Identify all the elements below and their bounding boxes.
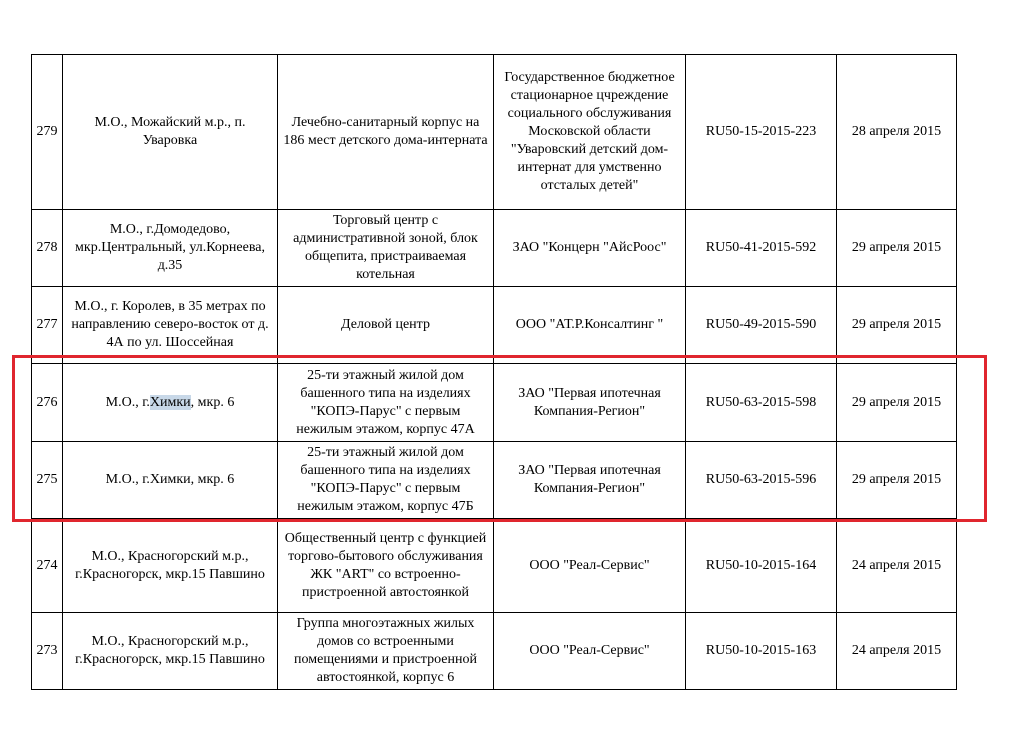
date-cell: 29 апреля 2015	[837, 442, 957, 519]
address-cell: М.О., Красногорский м.р., г.Красногорск, мкр.15 Павшино	[63, 613, 278, 690]
object-cell: Группа многоэтажных жилых домов со встроенными помещениями и пристроенной автостоянкой, корпус 6	[278, 613, 494, 690]
permit-number-cell: RU50-49-2015-590	[686, 287, 837, 364]
table-row-279	[32, 55, 957, 210]
developer-cell: ООО "Реал-Сервис"	[494, 613, 686, 690]
date-cell: 28 апреля 2015	[837, 55, 957, 210]
address-cell: М.О., Можайский м.р., п. Уваровка	[63, 55, 278, 210]
date-cell: 29 апреля 2015	[837, 210, 957, 287]
address-prefix: М.О., г.	[105, 394, 150, 410]
permits-table	[31, 54, 957, 690]
table-row-273	[32, 613, 957, 690]
permit-number-cell: RU50-63-2015-596	[686, 442, 837, 519]
row-number-cell: 273	[32, 613, 63, 690]
date-cell: 24 апреля 2015	[837, 613, 957, 690]
address-cell	[63, 364, 278, 442]
table-row-278	[32, 210, 957, 287]
developer-cell: ЗАО "Первая ипотечная Компания-Регион"	[494, 442, 686, 519]
row-number-cell: 279	[32, 55, 63, 210]
object-cell: Лечебно-санитарный корпус на 186 мест детского дома-интерната	[278, 55, 494, 210]
date-cell: 29 апреля 2015	[837, 364, 957, 442]
row-number-cell: 274	[32, 519, 63, 613]
address-cell: М.О., г.Домодедово, мкр.Центральный, ул.Корнеева, д.35	[63, 210, 278, 287]
row-number-cell: 275	[32, 442, 63, 519]
table-row-275	[32, 442, 957, 519]
object-cell: Общественный центр с функцией торгово-бытового обслуживания ЖК "ART" со встроенно-пристроенной автостоянкой	[278, 519, 494, 613]
address-cell: М.О., Красногорский м.р., г.Красногорск, мкр.15 Павшино	[63, 519, 278, 613]
developer-cell: ЗАО "Концерн "АйсРоос"	[494, 210, 686, 287]
permit-number-cell: RU50-10-2015-164	[686, 519, 837, 613]
selected-search-term[interactable]: Химки	[149, 394, 191, 410]
object-cell: Торговый центр с административной зоной, блок общепита, пристраиваемая котельная	[278, 210, 494, 287]
table-row-277	[32, 287, 957, 364]
date-cell: 24 апреля 2015	[837, 519, 957, 613]
address-suffix: , мкр. 6	[190, 394, 235, 410]
developer-cell: Государственное бюджетное стационарное цчреждение социального обслуживания Московской области "Уваровский детский дом-интернат для умственно отсталых детей"	[494, 55, 686, 210]
address-cell: М.О., г. Королев, в 35 метрах по направлению северо-восток от д. 4А по ул. Шоссейная	[63, 287, 278, 364]
permit-number-cell: RU50-10-2015-163	[686, 613, 837, 690]
object-cell: 25-ти этажный жилой дом башенного типа на изделиях "КОПЭ-Парус" с первым нежилым этажом, корпус 47А	[278, 364, 494, 442]
object-cell: Деловой центр	[278, 287, 494, 364]
row-number-cell: 278	[32, 210, 63, 287]
table-row-276	[32, 364, 957, 442]
row-number-cell: 276	[32, 364, 63, 442]
developer-cell: ЗАО "Первая ипотечная Компания-Регион"	[494, 364, 686, 442]
date-cell: 29 апреля 2015	[837, 287, 957, 364]
developer-cell: ООО "АТ.Р.Консалтинг "	[494, 287, 686, 364]
permit-number-cell: RU50-41-2015-592	[686, 210, 837, 287]
permit-number-cell: RU50-63-2015-598	[686, 364, 837, 442]
permit-number-cell: RU50-15-2015-223	[686, 55, 837, 210]
row-number-cell: 277	[32, 287, 63, 364]
developer-cell: ООО "Реал-Сервис"	[494, 519, 686, 613]
address-cell: М.О., г.Химки, мкр. 6	[63, 442, 278, 519]
table-row-274	[32, 519, 957, 613]
object-cell: 25-ти этажный жилой дом башенного типа на изделиях "КОПЭ-Парус" с первым нежилым этажом, корпус 47Б	[278, 442, 494, 519]
